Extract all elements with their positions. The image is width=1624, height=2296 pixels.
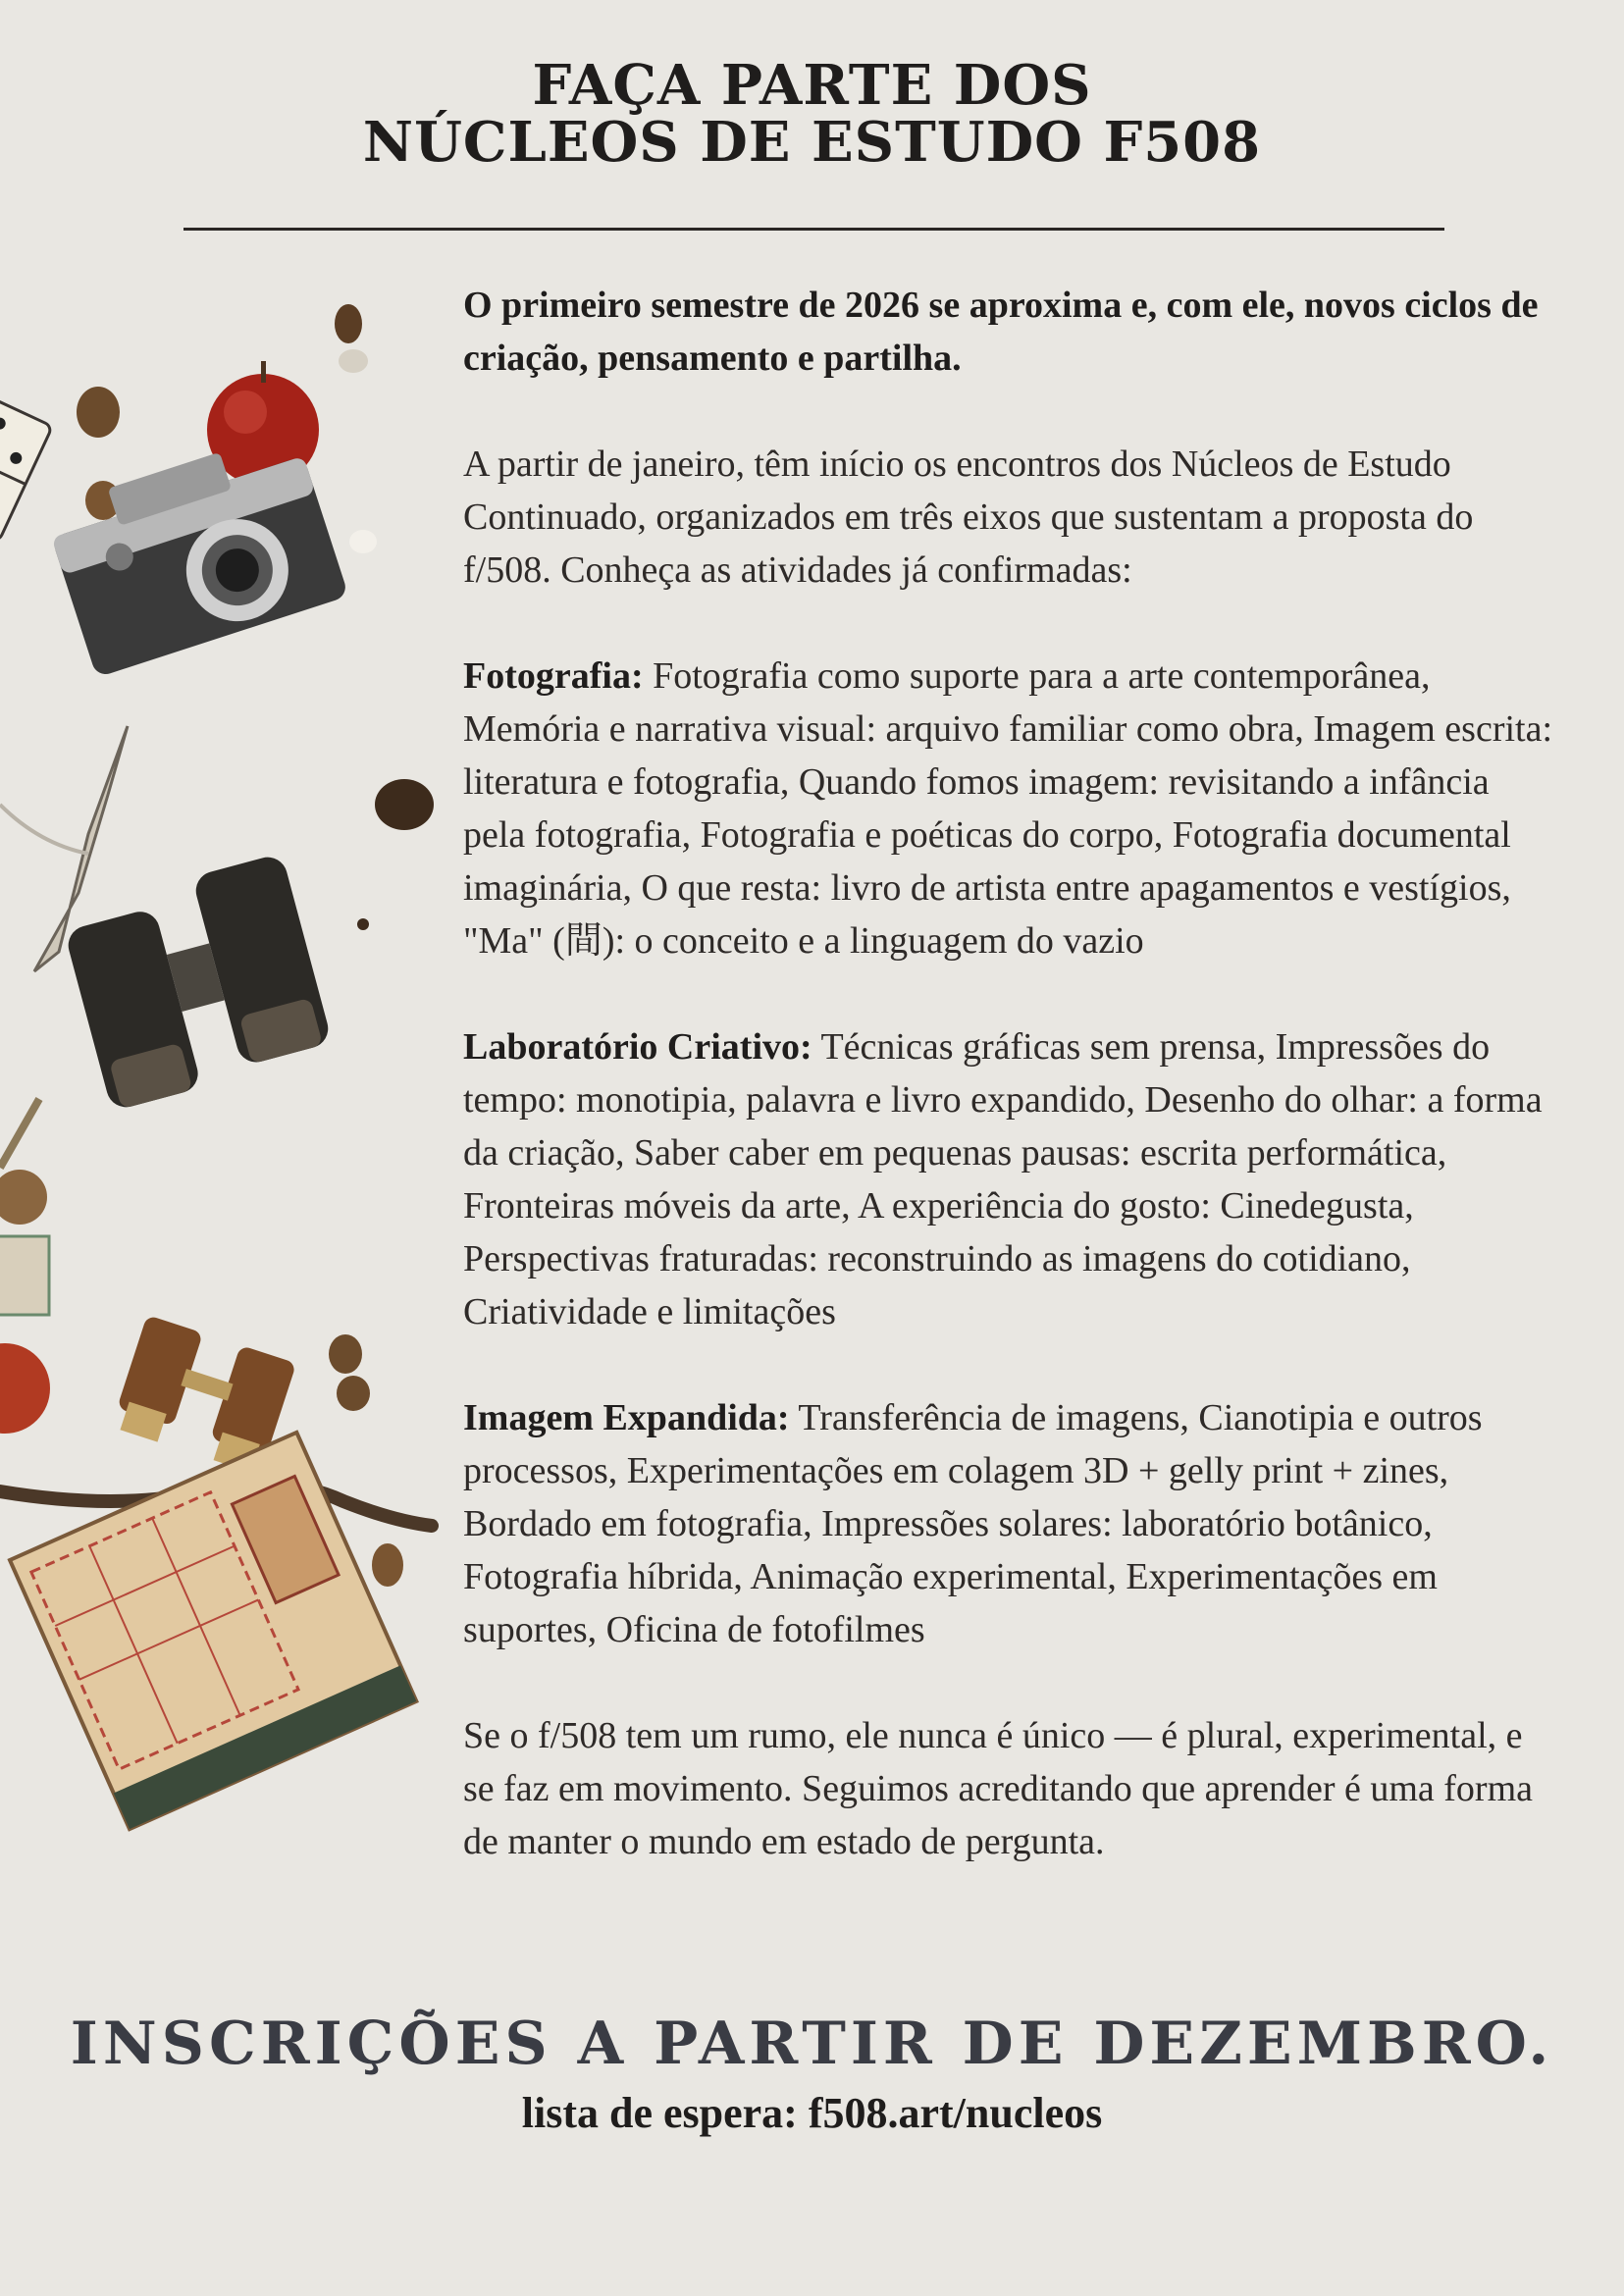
section-label: Fotografia: [463, 655, 644, 697]
description-paragraph: A partir de janeiro, têm início os encontros dos Núcleos de Estudo Continuado, organizados em três eixos que sustentam a proposta do f/508. Conheça as atividades já confirmadas: [463, 444, 1474, 591]
section-imagem-expandida [463, 1391, 1552, 1656]
section-text: Técnicas gráficas sem prensa, Impressões do tempo: monotipia, palavra e livro expandido, Desenho do olhar: a forma da criação, Saber caber em pequenas pausas: escrita performática, Fronteiras móveis da arte, A experiência do gosto: Cinedegusta, Perspectivas fraturadas: reconstruindo as imagens do cotidiano, Criatividade e limitações [463, 1026, 1543, 1332]
section-text: Fotografia como suporte para a arte contemporânea, Memória e narrativa visual: arquivo familiar como obra, Imagem escrita: literatura e fotografia, Quando fomos imagem: revisitando a infância pela fotografia, Fotografia e poéticas do corpo, Fotografia documental imaginária, O que resta: livro de artista entre apagamentos e vestígios, "Ma" (間): o conceito e a linguagem do vazio [463, 655, 1553, 962]
collage-illustration [0, 285, 461, 1913]
binoculars-icon [59, 853, 335, 1112]
apple-icon [0, 1343, 50, 1434]
title-line-2: NÚCLEOS DE ESTUDO F508 [362, 110, 1262, 175]
old-book-icon [10, 1433, 416, 1829]
nut-icon [335, 304, 362, 343]
nut-icon [77, 387, 120, 438]
pebble-icon [339, 349, 368, 373]
registration-heading: INSCRIÇÕES A PARTIR DE DEZEMBRO. [70, 2009, 1554, 2078]
seed-icon [375, 779, 434, 830]
waitlist-link[interactable]: lista de espera: f508.art/nucleos [521, 2089, 1103, 2137]
page-title [0, 53, 1624, 175]
section-text: Transferência de imagens, Cianotipia e outros processos, Experimentações em colagem 3D + gelly print + zines, Bordado em fotografia, Impressões solares: laboratório botânico, Fotografia híbrida, Animação experimental, Experimentações em suportes, Oficina de fotofilmes [463, 1397, 1483, 1650]
intro-paragraph: O primeiro semestre de 2026 se aproxima e, com ele, novos ciclos de criação, pensamento e partilha. [463, 285, 1539, 379]
main-content [463, 279, 1552, 1921]
title-line-1: FAÇA PARTE DOS [532, 53, 1092, 118]
closing-paragraph: Se o f/508 tem um rumo, ele nunca é único — é plural, experimental, e se faz em movimento. Seguimos acreditando que aprender é uma forma de manter o mundo em estado de pergunta. [463, 1715, 1533, 1862]
section-label: Laboratório Criativo: [463, 1026, 812, 1068]
title-divider [183, 228, 1444, 231]
camera-icon [42, 428, 348, 678]
section-fotografia [463, 650, 1552, 967]
acorn-icon [372, 1543, 403, 1587]
pebble-icon [349, 530, 377, 553]
section-label: Imagem Expandida: [463, 1397, 790, 1438]
domino-icon [0, 397, 52, 542]
section-laboratorio [463, 1020, 1552, 1338]
walnut-icon [0, 1170, 47, 1225]
